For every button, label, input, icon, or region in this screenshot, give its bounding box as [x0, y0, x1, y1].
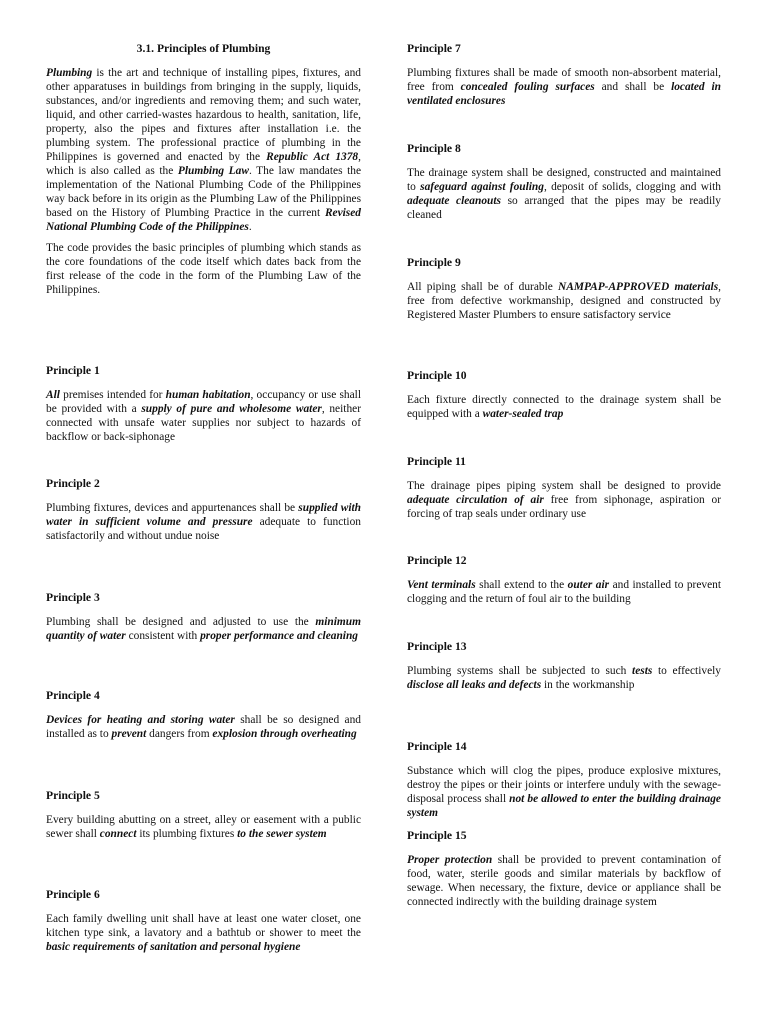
- principle-2: [46, 477, 361, 543]
- emphasis-text: basic requirements of sanitation and personal hygiene: [46, 941, 301, 953]
- principle-body: Plumbing fixtures, devices and appurtenances shall be supplied with water in sufficient volume and pressure adequate to function satisfactorily and without undue noise: [46, 502, 361, 542]
- emphasis-text: explosion through overheating: [212, 728, 357, 740]
- emphasis-text: supply of pure and wholesome water: [141, 403, 322, 415]
- principle-6: [46, 888, 361, 954]
- principle-5: [46, 789, 361, 841]
- section-title: 3.1. Principles of Plumbing: [136, 42, 271, 55]
- principle-heading: Principle 12: [407, 554, 467, 567]
- principle-heading: Principle 13: [407, 640, 467, 653]
- emphasis-text: outer air: [567, 579, 610, 591]
- principle-9: [407, 256, 721, 322]
- principle-body: Vent terminals shall extend to the outer air and installed to prevent clogging and the return of foul air to the building: [407, 579, 722, 605]
- emphasis-text: concealed fouling surfaces: [460, 81, 595, 93]
- emphasis-text: to the sewer system: [237, 828, 327, 840]
- principle-body: Devices for heating and storing water shall be so designed and installed as to prevent dangers from explosion through overheating: [46, 714, 361, 740]
- emphasis-text: connect: [99, 828, 137, 840]
- principle-8: [407, 142, 721, 222]
- principle-7: [407, 42, 721, 108]
- principle-heading: Principle 15: [407, 829, 467, 842]
- emphasis-text: safeguard against fouling: [420, 181, 544, 193]
- principle-heading: Principle 8: [407, 142, 461, 155]
- principle-body: The drainage system shall be designed, constructed and maintained to safeguard against fouling, deposit of solids, clogging and with adequate cleanouts so arranged that the pipes may be readily cleaned: [407, 167, 721, 221]
- principle-4: [46, 689, 361, 741]
- principle-heading: Principle 5: [46, 789, 100, 802]
- principle-body: Plumbing shall be designed and adjusted to use the minimum quantity of water consistent with proper performance and cleaning: [46, 616, 361, 642]
- principle-12: [407, 554, 721, 606]
- principle-heading: Principle 10: [407, 369, 467, 382]
- emphasis-text: All: [46, 389, 60, 401]
- emphasis-text: minimum quantity of water: [46, 616, 361, 642]
- principle-heading: Principle 2: [46, 477, 100, 490]
- principle-body: All premises intended for human habitation, occupancy or use shall be provided with a supply of pure and wholesome water, neither connected with unsafe water supplies nor subject to hazards of backflow or back-siphonage: [46, 389, 361, 443]
- emphasis-text: Devices for heating and storing water: [46, 714, 235, 726]
- principle-heading: Principle 4: [46, 689, 100, 702]
- emphasis-text: Proper protection: [407, 854, 493, 866]
- intro-paragraph: Plumbing is the art and technique of installing pipes, fixtures, and other apparatuses in buildings from bringing in the supply, liquids, substances, and/or ingredients and removing them; and such water, liquid, and other carried-wastes hazardous to health, sanitation, life, property, also the pipes and fixtures after installation i.e. the plumbing system. The professional practice of plumbing in the Philippines is governed and enacted by the Republic Act 1378, which is also called as the Plumbing Law. The law mandates the implementation of the National Plumbing Code of the Philippines way back before in its origin as the Plumbing Law of the Philippines based on the History of Plumbing Practice in the current Revised National Plumbing Code of the Philippines.: [46, 67, 361, 233]
- principle-body: Plumbing systems shall be subjected to such tests to effectively disclose all leaks and defects in the workmanship: [407, 665, 721, 691]
- principle-13: [407, 640, 721, 692]
- principle-body: Substance which will clog the pipes, produce explosive mixtures, destroy the pipes or their joints or interfere unduly with the sewage-disposal process shall not be allowed to enter the building drainage system: [407, 765, 721, 819]
- emphasis-text: adequate cleanouts: [407, 195, 501, 207]
- emphasis-text: human habitation: [165, 389, 251, 401]
- principle-15: [407, 829, 721, 909]
- principle-heading: Principle 9: [407, 256, 461, 269]
- principle-3: [46, 591, 361, 643]
- emphasis-text: Plumbing Law: [177, 165, 249, 177]
- principle-heading: Principle 14: [407, 740, 467, 753]
- principle-body: Every building abutting on a street, alley or easement with a public sewer shall connect its plumbing fixtures to the sewer system: [46, 814, 361, 840]
- emphasis-text: Vent terminals: [407, 579, 476, 591]
- emphasis-text: NAMPAP-APPROVED materials: [558, 281, 719, 293]
- principle-11: [407, 455, 721, 521]
- emphasis-text: Revised National Plumbing Code of the Philippines: [46, 207, 361, 233]
- principle-14: [407, 740, 721, 820]
- emphasis-text: not be allowed to enter the building drainage system: [407, 793, 721, 819]
- left-column: [46, 42, 361, 953]
- intro-paragraph-2: The code provides the basic principles of plumbing which stands as the core foundations of the code itself which dates back from the first release of the code in the form of the Plumbing Law of the Philippines.: [46, 242, 361, 296]
- emphasis-text: tests: [632, 665, 653, 677]
- principle-body: The drainage pipes piping system shall be designed to provide adequate circulation of air free from siphonage, aspiration or forcing of trap seals under ordinary use: [407, 480, 721, 520]
- principle-body: Each fixture directly connected to the drainage system shall be equipped with a water-sealed trap: [407, 394, 721, 420]
- emphasis-text: prevent: [111, 728, 147, 740]
- emphasis-text: located in ventilated enclosures: [407, 81, 721, 107]
- emphasis-text: Republic Act 1378: [266, 151, 359, 163]
- principle-body: Each family dwelling unit shall have at least one water closet, one kitchen type sink, a lavatory and a bathtub or shower to meet the basic requirements of sanitation and personal hygiene: [46, 913, 361, 953]
- emphasis-text: Plumbing: [46, 67, 93, 79]
- emphasis-text: supplied with water in sufficient volume and pressure: [46, 502, 361, 528]
- principle-heading: Principle 1: [46, 364, 100, 377]
- principle-heading: Principle 7: [407, 42, 461, 55]
- emphasis-text: proper performance and cleaning: [200, 630, 358, 642]
- emphasis-text: water-sealed trap: [482, 408, 564, 420]
- principle-body: Proper protection shall be provided to prevent contamination of food, water, sterile goods and similar materials by backflow of sewage. When necessary, the fixture, device or appliance shall be connected indirectly with the building drainage system: [407, 854, 722, 908]
- emphasis-text: adequate circulation of air: [407, 494, 544, 506]
- principle-heading: Principle 3: [46, 591, 100, 604]
- principle-body: Plumbing fixtures shall be made of smooth non-absorbent material, free from concealed fouling surfaces and shall be located in ventilated enclosures: [407, 67, 721, 107]
- principle-1: [46, 364, 361, 444]
- emphasis-text: disclose all leaks and defects: [407, 679, 542, 691]
- principle-heading: Principle 11: [407, 455, 466, 468]
- principle-body: All piping shall be of durable NAMPAP-APPROVED materials, free from defective workmanship, designed and constructed by Registered Master Plumbers to ensure satisfactory service: [407, 281, 721, 321]
- principle-heading: Principle 6: [46, 888, 100, 901]
- principle-10: [407, 369, 721, 421]
